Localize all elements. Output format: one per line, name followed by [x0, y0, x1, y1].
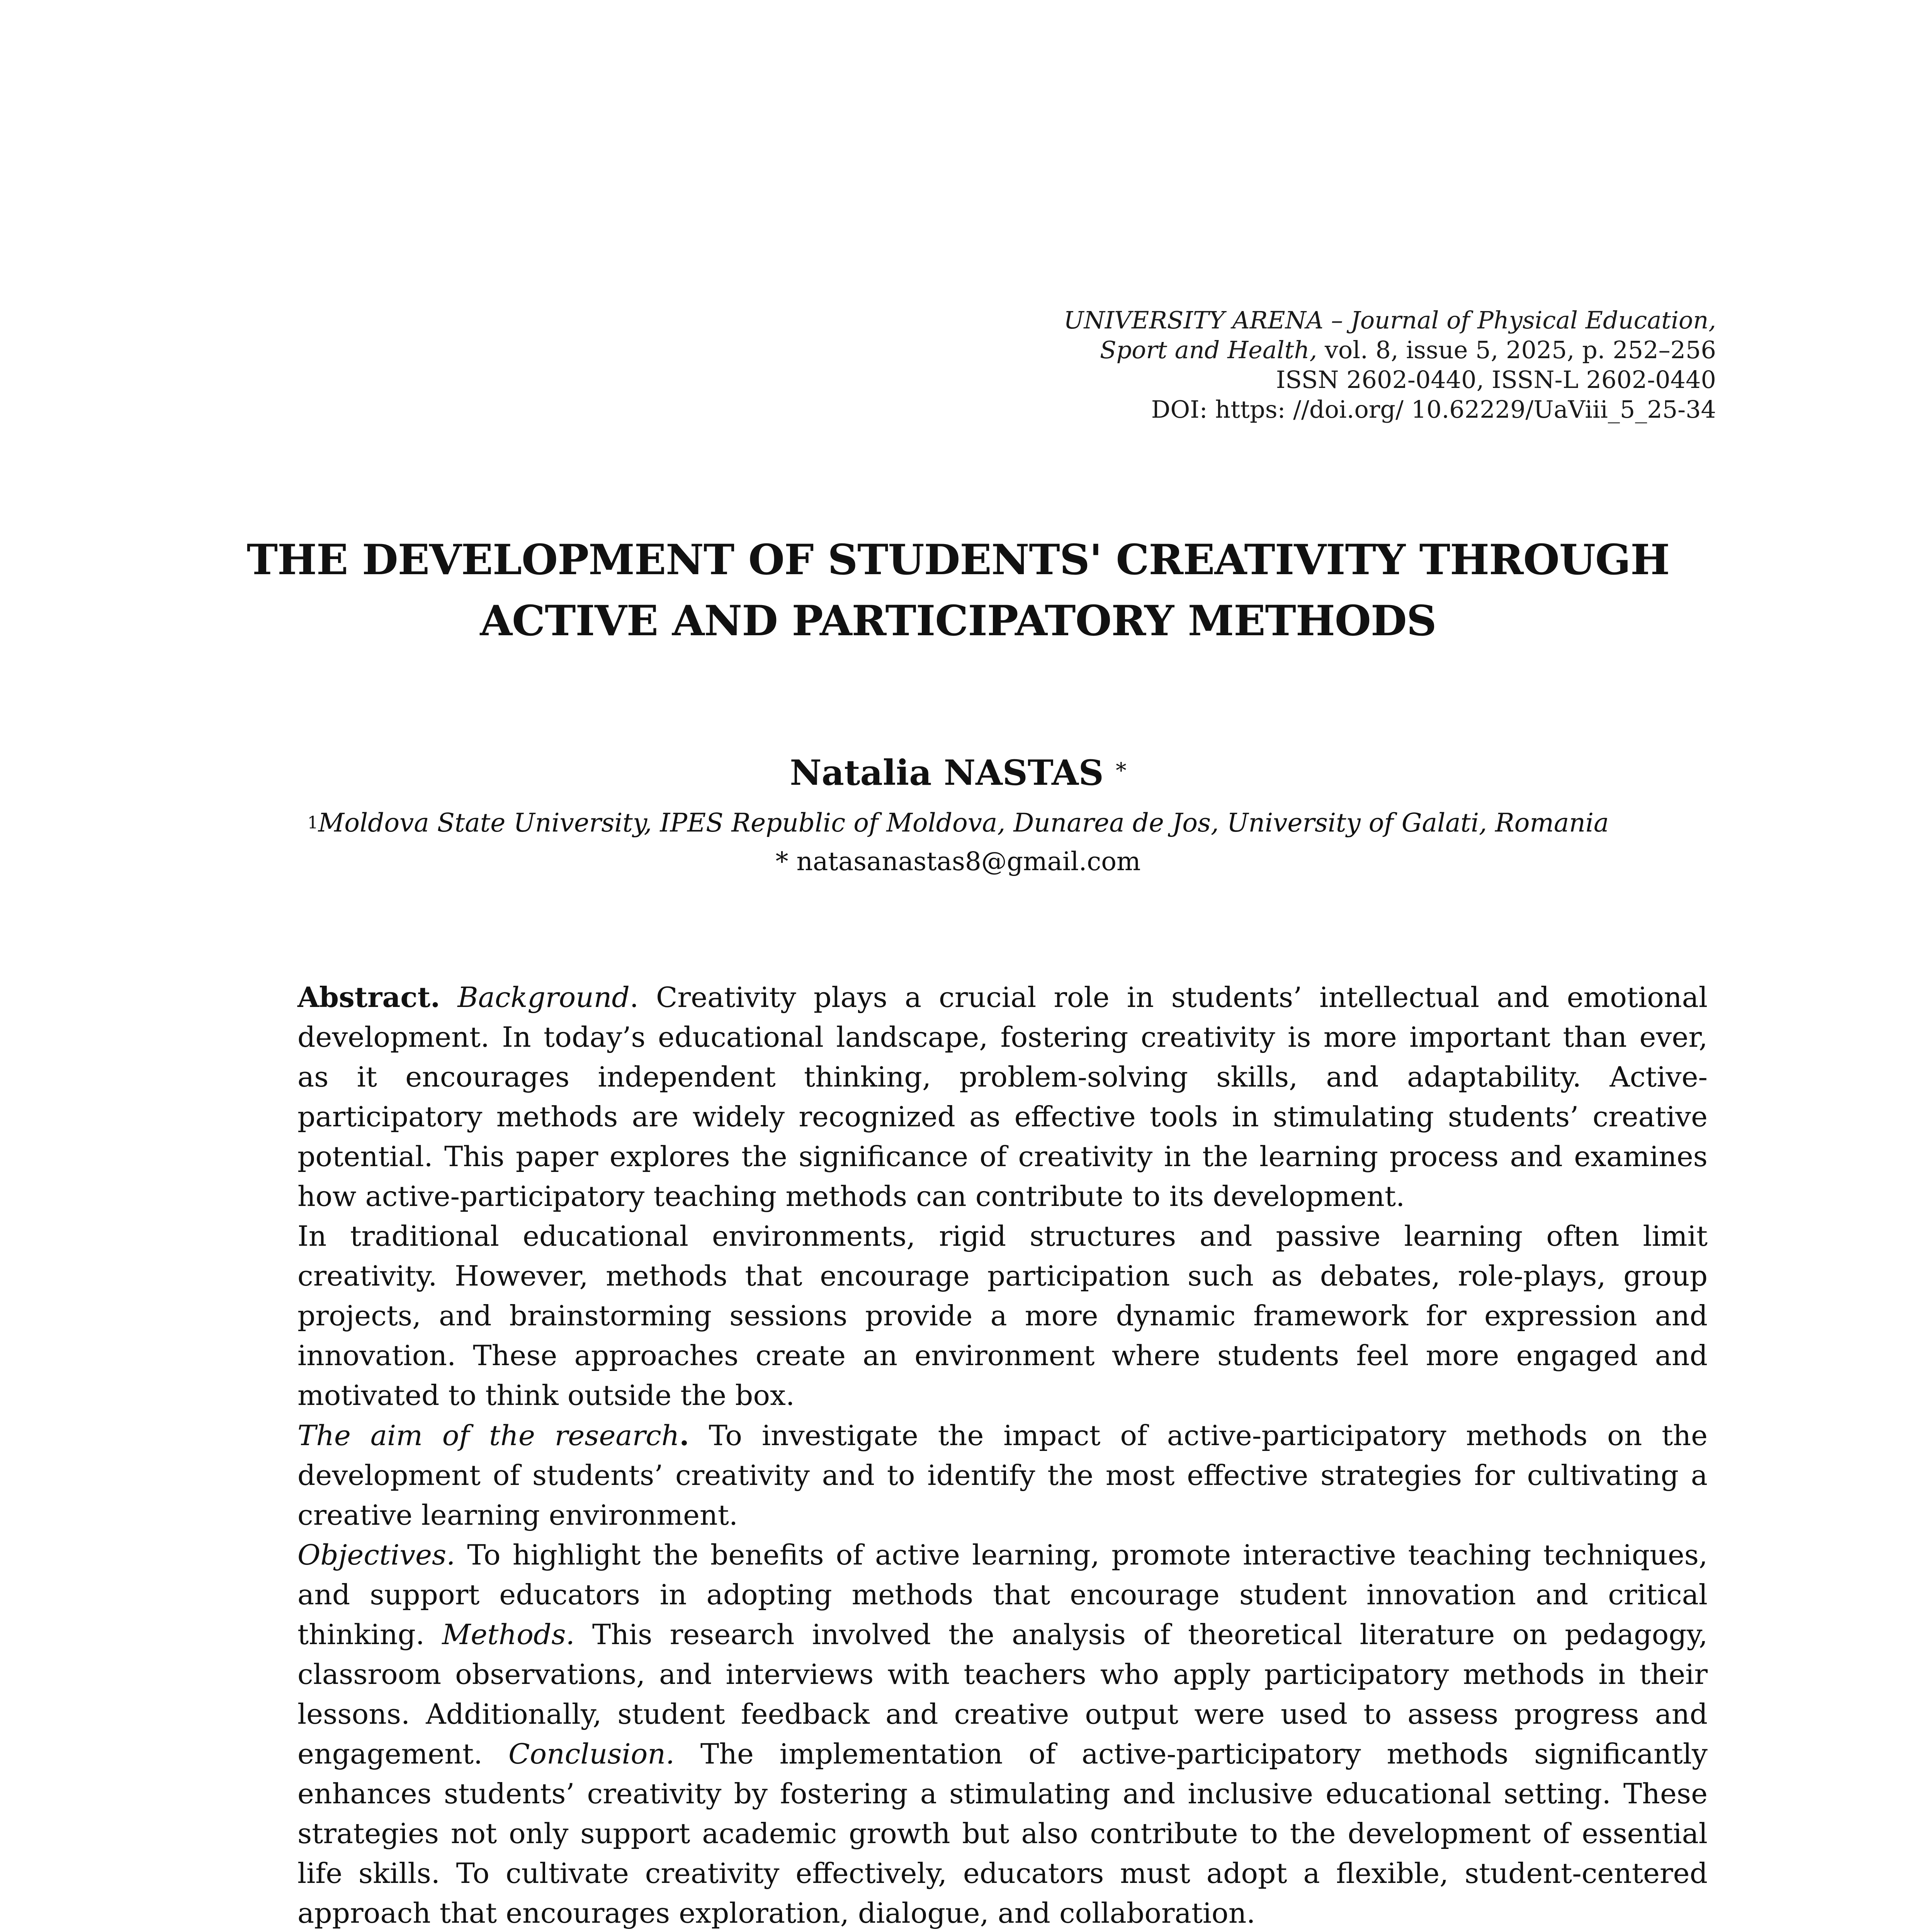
author-line: [209, 752, 1708, 794]
affiliation-marker: 1: [307, 813, 318, 833]
abstract-objectives-methods: [297, 1536, 1708, 1932]
author-name: Natalia NASTAS: [790, 752, 1104, 793]
abstract-paragraph-2: In traditional educational environments, rigid structures and passive learning often limit creativity. However, methods that encourage participation such as debates, role-plays, group projects, and brainstorming sessions provide a more dynamic framework for expression and innovation. These approaches create an environment where students feel more engaged and motivated to think outside the box.: [297, 1220, 1708, 1412]
abstract: [297, 978, 1708, 1932]
journal-volume: vol. 8, issue 5, 2025, p. 252–256: [1317, 336, 1716, 364]
journal-name-cont: Sport and Health,: [1100, 336, 1317, 364]
background-label: Background: [457, 981, 630, 1014]
journal-header: [634, 305, 1716, 424]
paper-title: THE DEVELOPMENT OF STUDENTS' CREATIVITY THROUGH ACTIVE AND PARTICIPATORY METHODS: [246, 536, 1670, 645]
author-marker: *: [1116, 758, 1127, 783]
aim-text: To investigate the impact of active-participatory methods on the development of students’ creativity and to identify the most effective strategies for cultivating a creative learning environment.: [297, 1420, 1708, 1532]
abstract-background: [297, 978, 1708, 1217]
aim-period: .: [679, 1419, 689, 1452]
conclusion-text: The implementation of active-participatory methods significantly enhances students’ creativity by fostering a stimulating and inclusive educational setting. These strategies not only support academic growth but also contribute to the development of essential life skills. To cultivate creativity effectively, educators must adopt a flexible, student-centered approach that encourages exploration, dialogue, and collaboration.: [297, 1738, 1708, 1930]
background-text: . Creativity plays a crucial role in students’ intellectual and emotional development. In today’s educational landscape, fostering creativity is more important than ever, as it encourages independent thinking, problem-solving skills, and adaptability. Active-participatory methods are widely recognized as effective tools in stimulating students’ creative potential. This paper explores the significance of creativity in the learning process and examines how active-participatory teaching methods can contribute to its development.: [297, 981, 1708, 1213]
author-affiliation: [209, 804, 1708, 842]
aim-label: The aim of the research: [297, 1420, 680, 1452]
methods-text: This research involved the analysis of theoretical literature on pedagogy, classroom observations, and interviews with teachers who apply participatory methods in their lessons. Additionally, student feedback and creative output were used to assess progress and engagement.: [297, 1619, 1708, 1770]
abstract-label: Abstract.: [297, 981, 440, 1014]
objectives-label: Objectives.: [297, 1539, 455, 1571]
journal-doi[interactable]: DOI: https: //doi.org/ 10.62229/UaViii_5_25-34: [1151, 395, 1716, 423]
abstract-aim: [297, 1416, 1708, 1536]
author-email[interactable]: * natasanastas8@gmail.com: [775, 847, 1141, 876]
journal-volume-line: [634, 335, 1716, 365]
journal-issn: ISSN 2602-0440, ISSN-L 2602-0440: [1276, 366, 1716, 394]
conclusion-label: Conclusion.: [508, 1738, 675, 1770]
journal-name: UNIVERSITY ARENA – Journal of Physical Education,: [1064, 306, 1716, 334]
affiliation-text: Moldova State University, IPES Republic of Moldova, Dunarea de Jos, University of Galati, Romania: [318, 808, 1609, 838]
objectives-text: To highlight the benefits of active learning, promote interactive teaching techniques, and support educators in adopting methods that encourage student innovation and critical thinking.: [297, 1539, 1708, 1651]
methods-label: Methods.: [442, 1619, 575, 1651]
